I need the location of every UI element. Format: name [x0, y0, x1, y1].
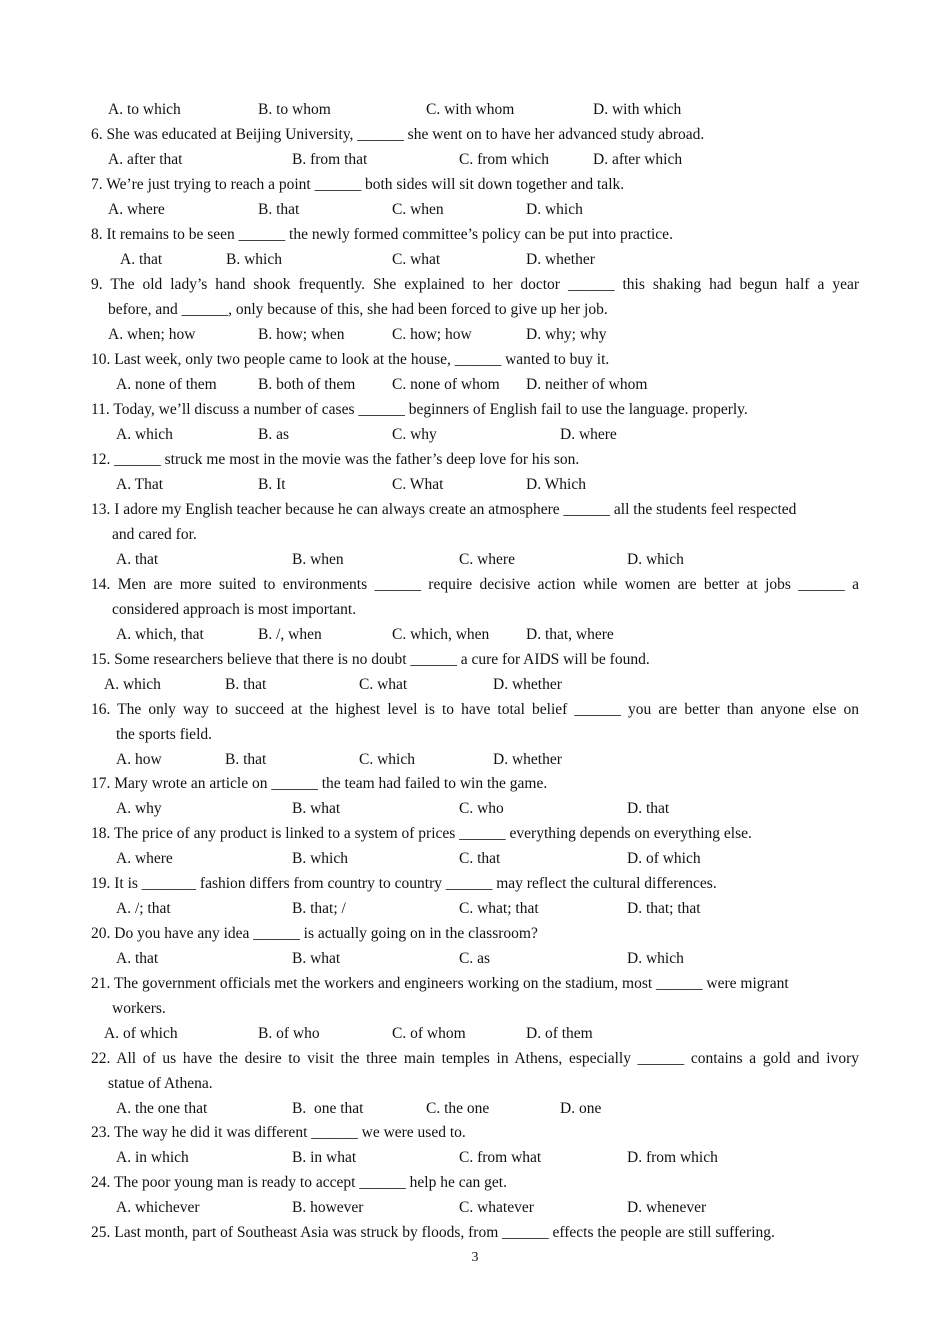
question-stem: 10. Last week, only two people came to look at the house, ______ wanted to buy it. [91, 351, 610, 368]
option: C. how; how [392, 326, 472, 343]
option: B. how; when [258, 326, 345, 343]
option: A. /; that [116, 900, 171, 917]
option: D. Which [526, 476, 586, 493]
option: B. /, when [258, 626, 322, 643]
question-stem: 20. Do you have any idea ______ is actually going on in the classroom? [91, 925, 538, 942]
option: D. whether [526, 251, 595, 268]
option: B. what [292, 800, 341, 817]
option: A. which [104, 676, 161, 693]
question-stem: 25. Last month, part of Southeast Asia was struck by floods, from ______ effects the people are still suffering. [91, 1224, 775, 1241]
option: B. that [258, 201, 300, 218]
option: D. one [560, 1100, 602, 1117]
option: D. where [560, 426, 617, 443]
option: A. of which [104, 1025, 178, 1042]
option: C. from what [459, 1149, 542, 1166]
option: B. that [225, 676, 267, 693]
option: C. none of whom [392, 376, 500, 393]
question-stem: 14. Men are more suited to environments ______ require decisive action while women are better at jobs ______ a [91, 576, 859, 593]
option: D. whether [493, 676, 562, 693]
option: D. that [627, 800, 670, 817]
question-stem: 17. Mary wrote an article on ______ the team had failed to win the game. [91, 775, 548, 792]
option: A. that [116, 950, 159, 967]
option: C. the one [426, 1100, 490, 1117]
question-stem: 15. Some researchers believe that there is no doubt ______ a cure for AIDS will be found. [91, 651, 650, 668]
option: C. as [459, 950, 490, 967]
question-stem: 24. The poor young man is ready to accept ______ help he can get. [91, 1174, 507, 1191]
question-stem: 22. All of us have the desire to visit the three main temples in Athens, especially ______ contains a gold and ivory [91, 1050, 859, 1067]
question-stem-continued: and cared for. [112, 526, 197, 543]
question-stem: 6. She was educated at Beijing University, ______ she went on to have her advanced study abroad. [91, 126, 705, 143]
option: A. when; how [108, 326, 196, 343]
option: B. one that [292, 1100, 364, 1117]
option: B. which [292, 850, 348, 867]
option: B. however [292, 1199, 364, 1216]
question-stem: 16. The only way to succeed at the highest level is to have total belief ______ you are better than anyone else on [91, 701, 859, 718]
option: C. from which [459, 151, 549, 168]
question-stem: 12. ______ struck me most in the movie was the father’s deep love for his son. [91, 451, 580, 468]
option: D. neither of whom [526, 376, 648, 393]
option: A. that [120, 251, 163, 268]
option: A. in which [116, 1149, 189, 1166]
question-stem-continued: before, and ______, only because of this, she had been forced to give up her job. [108, 301, 608, 318]
option: D. with which [593, 101, 682, 118]
question-stem-continued: statue of Athena. [108, 1075, 213, 1092]
option: B. which [226, 251, 282, 268]
option: A. which, that [116, 626, 204, 643]
option: A. why [116, 800, 162, 817]
option: B. that; / [292, 900, 346, 917]
option: B. to whom [258, 101, 331, 118]
question-stem: 9. The old lady’s hand shook frequently. She explained to her doctor ______ this shaking had begun half a year [91, 276, 859, 293]
option: C. of whom [392, 1025, 466, 1042]
option: B. in what [292, 1149, 357, 1166]
option: C. where [459, 551, 515, 568]
option: D. that, where [526, 626, 614, 643]
option: C. who [459, 800, 504, 817]
option: B. that [225, 751, 267, 768]
option: A. the one that [116, 1100, 208, 1117]
question-stem-continued: the sports field. [116, 726, 212, 743]
option: A. to which [108, 101, 181, 118]
option: C. which, when [392, 626, 490, 643]
option: D. which [627, 551, 684, 568]
question-stem-continued: workers. [112, 1000, 166, 1017]
option: D. of them [526, 1025, 593, 1042]
option: B. of who [258, 1025, 320, 1042]
option: D. from which [627, 1149, 718, 1166]
option: A. none of them [116, 376, 217, 393]
option: B. from that [292, 151, 368, 168]
option: A. That [116, 476, 164, 493]
option: A. which [116, 426, 173, 443]
option: B. when [292, 551, 344, 568]
question-stem: 11. Today, we’ll discuss a number of cases ______ beginners of English fail to use the language. properly. [91, 401, 748, 418]
question-stem: 23. The way he did it was different ______ we were used to. [91, 1124, 466, 1141]
option: A. after that [108, 151, 183, 168]
option: C. what [359, 676, 408, 693]
option: A. where [116, 850, 173, 867]
option: C. when [392, 201, 444, 218]
option: D. which [526, 201, 583, 218]
option: D. whenever [627, 1199, 707, 1216]
option: D. after which [593, 151, 683, 168]
option: D. why; why [526, 326, 607, 343]
question-stem: 18. The price of any product is linked to a system of prices ______ everything depends on everything else. [91, 825, 752, 842]
option: A. whichever [116, 1199, 200, 1216]
option: A. how [116, 751, 162, 768]
option: D. that; that [627, 900, 701, 917]
option: C. with whom [426, 101, 515, 118]
option: C. what [392, 251, 441, 268]
question-stem: 8. It remains to be seen ______ the newly formed committee’s policy can be put into practice. [91, 226, 673, 243]
page-number: 3 [471, 1250, 479, 1265]
question-stem: 13. I adore my English teacher because he can always create an atmosphere ______ all the students feel respected [91, 501, 797, 518]
question-stem: 21. The government officials met the workers and engineers working on the stadium, most ______ were migrant [91, 975, 789, 992]
option: D. whether [493, 751, 562, 768]
option: D. of which [627, 850, 701, 867]
question-stem-continued: considered approach is most important. [112, 601, 357, 618]
option: C. why [392, 426, 437, 443]
option: B. It [258, 476, 286, 493]
option: B. both of them [258, 376, 356, 393]
option: C. What [392, 476, 444, 493]
option: A. that [116, 551, 159, 568]
option: C. what; that [459, 900, 539, 917]
option: C. which [359, 751, 415, 768]
question-stem: 7. We’re just trying to reach a point ______ both sides will sit down together and talk. [91, 176, 625, 193]
option: B. as [258, 426, 289, 443]
question-stem: 19. It is _______ fashion differs from country to country ______ may reflect the cultural differences. [91, 875, 717, 892]
option: A. where [108, 201, 165, 218]
option: C. that [459, 850, 501, 867]
option: D. which [627, 950, 684, 967]
option: C. whatever [459, 1199, 534, 1216]
option: B. what [292, 950, 341, 967]
